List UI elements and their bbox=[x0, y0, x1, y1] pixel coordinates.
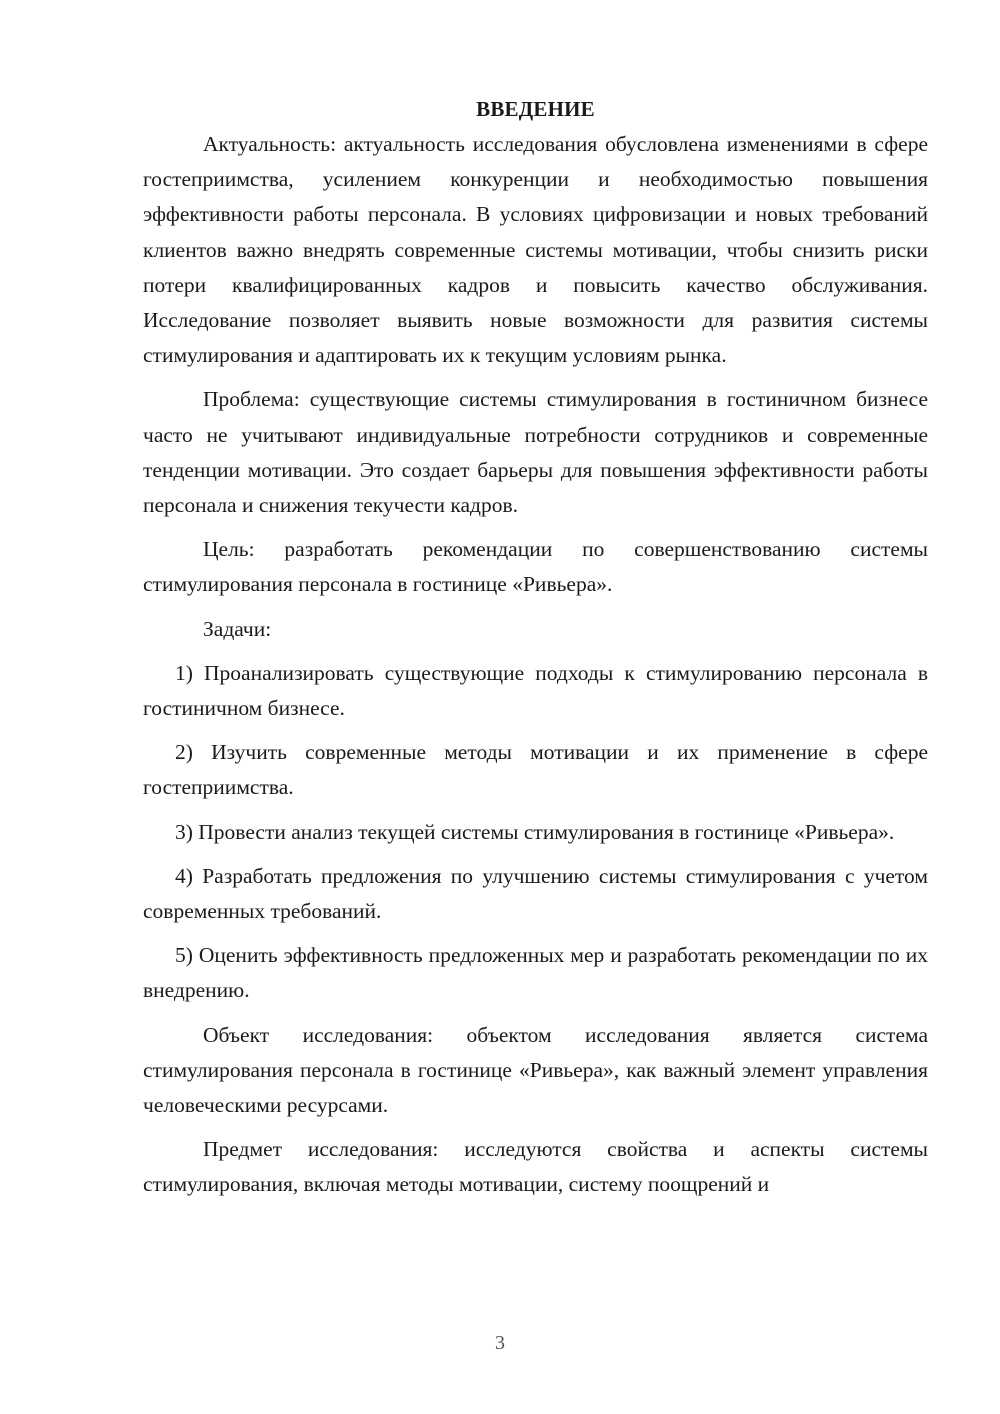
task-item-1: 1) Проанализировать существующие подходы к стимулированию персонала в гостиничном бизнесе. bbox=[143, 660, 928, 721]
relevance-paragraph: Актуальность: актуальность исследования обусловлена изменениями в сфере гостеприимства, усилением конкуренции и необходимостью повышения эффективности работы персонала. В условиях цифровизации и новых требований клиентов важно внедрять современные системы мотивации, чтобы снизить риски потери квалифицированных кадров и повысить качество обслуживания. Исследование позволяет выявить новые возможности для развития системы стимулирования и адаптировать их к текущим условиям рынка. bbox=[143, 132, 928, 368]
task-item-4: 4) Разработать предложения по улучшению системы стимулирования с учетом современных требований. bbox=[143, 863, 928, 924]
problem-paragraph: Проблема: существующие системы стимулирования в гостиничном бизнесе часто не учитывают индивидуальные потребности сотрудников и современные тенденции мотивации. Это создает барьеры для повышения эффективности работы персонала и снижения текучести кадров. bbox=[143, 387, 928, 518]
document-page bbox=[143, 92, 928, 1203]
goal-paragraph: Цель: разработать рекомендации по совершенствованию системы стимулирования персонала в гостинице «Ривьера». bbox=[143, 537, 928, 597]
page-number: 3 bbox=[495, 1332, 505, 1354]
task-item-5: 5) Оценить эффективность предложенных мер и разработать рекомендации по их внедрению. bbox=[143, 943, 928, 1003]
subject-paragraph: Предмет исследования: исследуются свойства и аспекты системы стимулирования, включая методы мотивации, систему поощрений и bbox=[143, 1137, 928, 1197]
task-item-3: 3) Провести анализ текущей системы стимулирования в гостинице «Ривьера». bbox=[175, 819, 895, 844]
page-title: ВВЕДЕНИЕ bbox=[476, 97, 595, 121]
task-item-2: 2) Изучить современные методы мотивации и их применение в сфере гостеприимства. bbox=[143, 740, 928, 800]
tasks-heading: Задачи: bbox=[203, 616, 272, 641]
object-paragraph: Объект исследования: объектом исследования является система стимулирования персонала в гостинице «Ривьера», как важный элемент управления человеческими ресурсами. bbox=[143, 1022, 928, 1118]
